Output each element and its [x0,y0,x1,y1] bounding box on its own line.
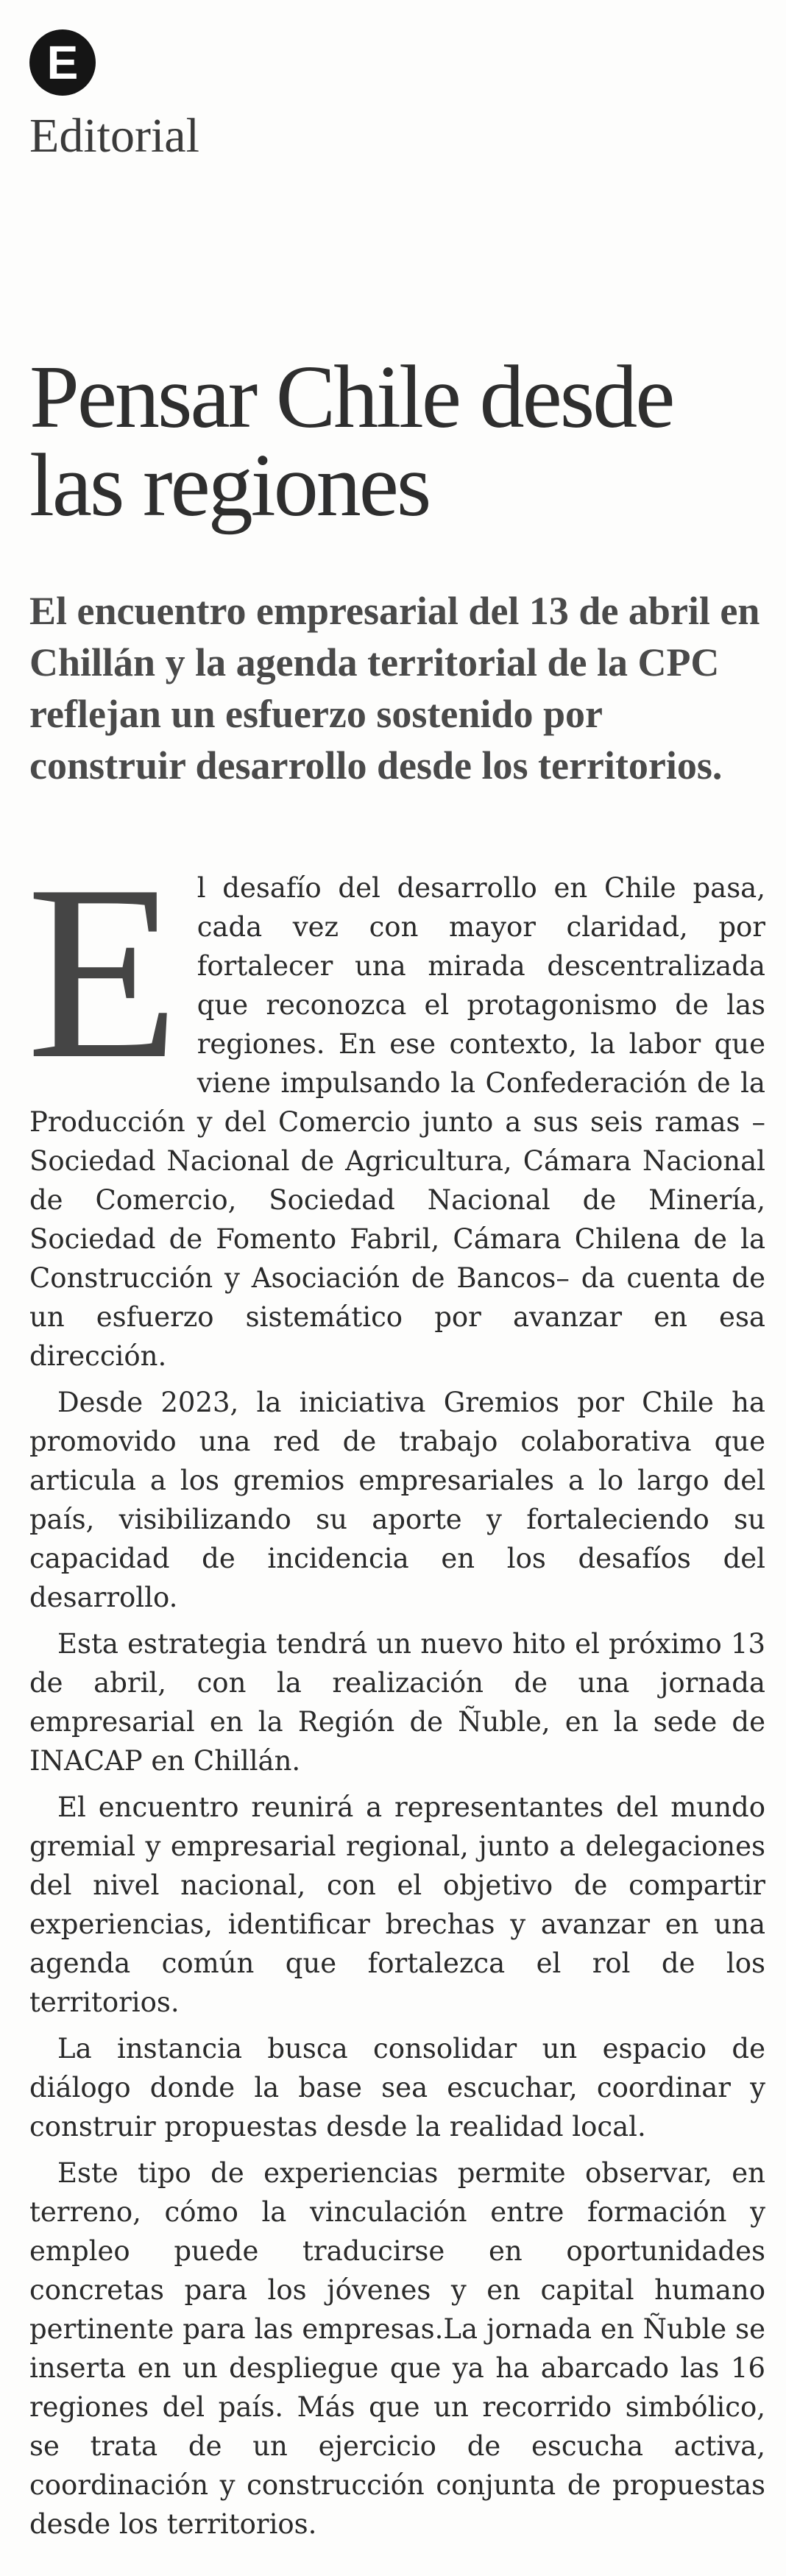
section-badge [29,29,96,96]
section-label: Editorial [29,109,199,163]
article-body [26,833,765,2551]
article-paragraph-6: Este tipo de experiencias permite observar, en terreno, cómo la vinculación entre formación y empleo puede traducirse en oportunidades concretas para los jóvenes y en capital humano pertinente para las empresas.La jornada en Ñuble se inserta en un despliegue que ya ha abarcado las 16 regiones del país. Más que un recorrido simbólico, se trata de un ejercicio de escucha activa, coordinación y construcción conjunta de propuestas desde los territorios. [29,2157,765,2540]
article-deck: El encuentro empresarial del 13 de abril en Chillán y la agenda territorial de la CPC reflejan un esfuerzo sostenido por construir desarrollo desde los territorios. [29,589,760,788]
article-paragraph-1-text: l desafío del desarrollo en Chile pasa, cada vez con mayor claridad, por fortalecer una mirada descentralizada que reconozca el protagonismo de las regiones. En ese contexto, la labor que viene impulsando la Confederación de la Producción y del Comercio junto a sus seis ramas –Sociedad Nacional de Agricultura, Cámara Nacional de Comercio, Sociedad Nacional de Minería, Sociedad de Fomento Fabril, Cámara Chilena de la Construcción y Asociación de Bancos– da cuenta de un esfuerzo sistemático por avanzar en esa dirección. [29,872,765,1372]
drop-cap: E [26,833,180,1111]
article-paragraph-1 [26,833,765,1376]
article-paragraph-2: Desde 2023, la iniciativa Gremios por Chile ha promovido una red de trabajo colaborativa que articula a los gremios empresariales a lo largo del país, visibilizando su aporte y fortaleciendo su capacidad de incidencia en los desafíos del desarrollo. [29,1387,765,1613]
section-badge-letter: E [46,36,79,89]
article-paragraph-3: Esta estrategia tendrá un nuevo hito el próximo 13 de abril, con la realización de una jornada empresarial en la Región de Ñuble, en la sede de INACAP en Chillán. [29,1628,765,1777]
article-headline: Pensar Chile desde las regiones [29,347,673,535]
article-paragraph-5: La instancia busca consolidar un espacio de diálogo donde la base sea escuchar, coordinar y construir propuestas desde la realidad local. [29,2033,765,2142]
article-paragraph-4: El encuentro reunirá a representantes del mundo gremial y empresarial regional, junto a delegaciones del nivel nacional, con el objetivo de compartir experiencias, identificar brechas y avanzar en una agenda común que fortalezca el rol de los territorios. [29,1791,765,2018]
